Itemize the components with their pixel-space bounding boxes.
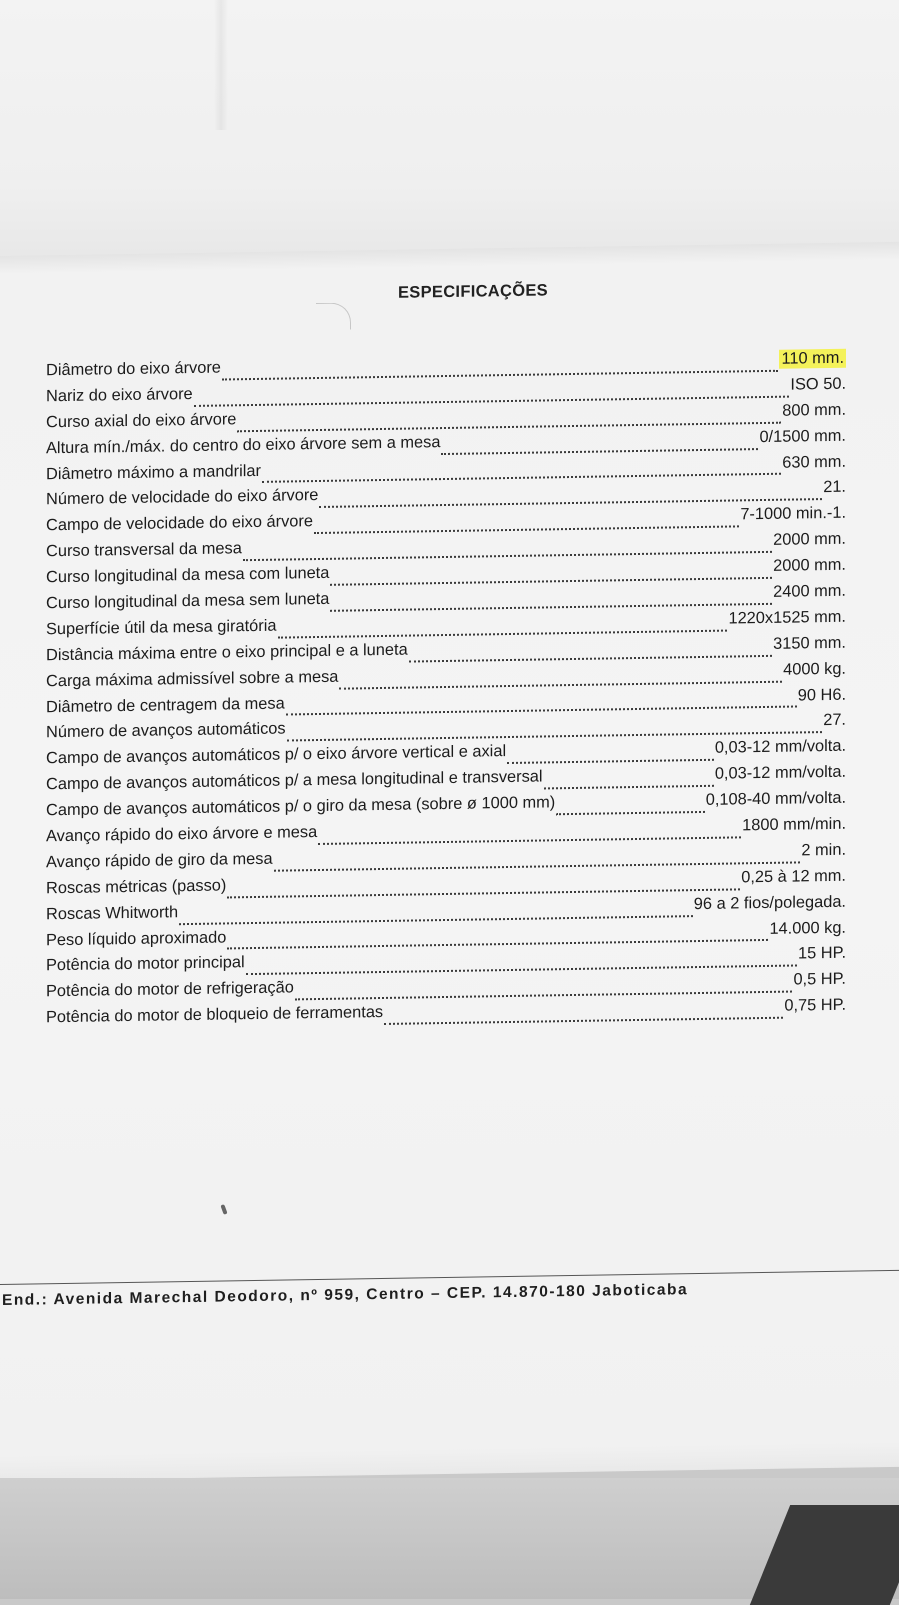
spec-value: 0,25 à 12 mm. [741,866,846,887]
spec-value: 1220x1525 mm. [728,607,846,628]
spec-value: 1800 mm/min. [742,814,846,835]
spec-label: Número de velocidade do eixo árvore [46,486,319,509]
spec-label: Roscas métricas (passo) [46,876,227,898]
spec-label: Potência do motor de bloqueio de ferramentas [46,1003,384,1027]
spec-value-highlighted: 110 mm. [781,348,844,368]
spec-value: 0,75 HP. [784,995,846,1015]
spec-label: Curso axial do eixo árvore [46,410,237,432]
spec-label: Campo de avanços automáticos p/ a mesa longitudinal e transversal [46,767,543,794]
spec-value: ISO 50. [790,374,846,394]
spec-list [46,349,846,1035]
spec-label: Peso líquido aproximado [46,928,227,949]
footer-address: End.: Avenida Marechal Deodoro, nº 959, Centro – CEP. 14.870-180 Jaboticaba [2,1281,689,1309]
spec-label: Roscas Whitworth [46,902,179,923]
spec-value: 21. [823,478,846,497]
previous-page-sheet [0,0,899,266]
spec-value: 15 HP. [798,944,846,963]
spec-value: 0/1500 mm. [759,426,846,446]
spec-label: Curso transversal da mesa [46,539,242,561]
spec-label: Campo de velocidade do eixo árvore [46,512,313,535]
spec-label: Potência do motor de refrigeração [46,978,294,1001]
spec-label: Avanço rápido do eixo árvore e mesa [46,823,318,846]
dot-leader [544,785,714,790]
spec-value: 630 mm. [782,452,846,472]
spec-label: Número de avanços automáticos [46,719,286,742]
dot-leader [384,1017,783,1025]
spec-label: Altura mín./máx. do centro do eixo árvore sem a mesa [46,432,441,457]
spec-value: 0,5 HP. [793,970,846,989]
spec-value: 2000 mm. [773,529,846,550]
spec-label: Campo de avanços automáticos p/ o giro da mesa (sobre ø 1000 mm) [46,793,556,820]
spec-label: Curso longitudinal da mesa com luneta [46,563,330,587]
spec-label: Diâmetro de centragem da mesa [46,694,285,716]
spec-value: 2400 mm. [773,581,846,601]
spec-label: Campo de avanços automáticos p/ o eixo árvore vertical e axial [46,742,507,768]
spec-label: Diâmetro do eixo árvore [46,358,221,380]
spec-value: 3150 mm. [773,633,846,653]
spec-value: 7-1000 min.-1. [740,504,846,524]
ink-speck [220,1204,227,1215]
spec-label: Superfície útil da mesa giratória [46,616,277,639]
dot-leader [507,759,714,764]
spec-value: 27. [823,711,846,730]
spec-value: 90 H6. [797,685,846,705]
spec-value: 800 mm. [782,400,846,420]
spec-value: 96 a 2 fios/polegada. [693,892,846,913]
spec-value: 2 min. [801,840,846,860]
spec-value: 14.000 kg. [769,918,846,938]
spec-value: 0,03-12 mm/volta. [714,762,846,784]
specification-page [0,242,899,1481]
page-title: ESPECIFICAÇÕES [398,281,548,302]
spec-label: Distância máxima entre o eixo principal e a luneta [46,640,408,665]
spec-label: Avanço rápido de giro da mesa [46,849,273,872]
pencil-mark [316,302,351,330]
spec-value: 4000 kg. [783,659,846,679]
spec-label: Curso longitudinal da mesa sem luneta [46,589,330,613]
spec-value: 0,03-12 mm/volta. [714,737,846,758]
spec-label: Nariz do eixo árvore [46,384,193,406]
spec-label: Potência do motor principal [46,953,245,975]
spec-label: Carga máxima admissível sobre a mesa [46,667,339,690]
show-through-text [214,0,228,130]
dot-leader [556,811,704,815]
footer-divider [0,1270,899,1285]
spec-label: Diâmetro máximo a mandrilar [46,461,261,483]
spec-value: 0,108-40 mm/volta. [705,788,846,810]
spec-value: 2000 mm. [773,555,846,575]
